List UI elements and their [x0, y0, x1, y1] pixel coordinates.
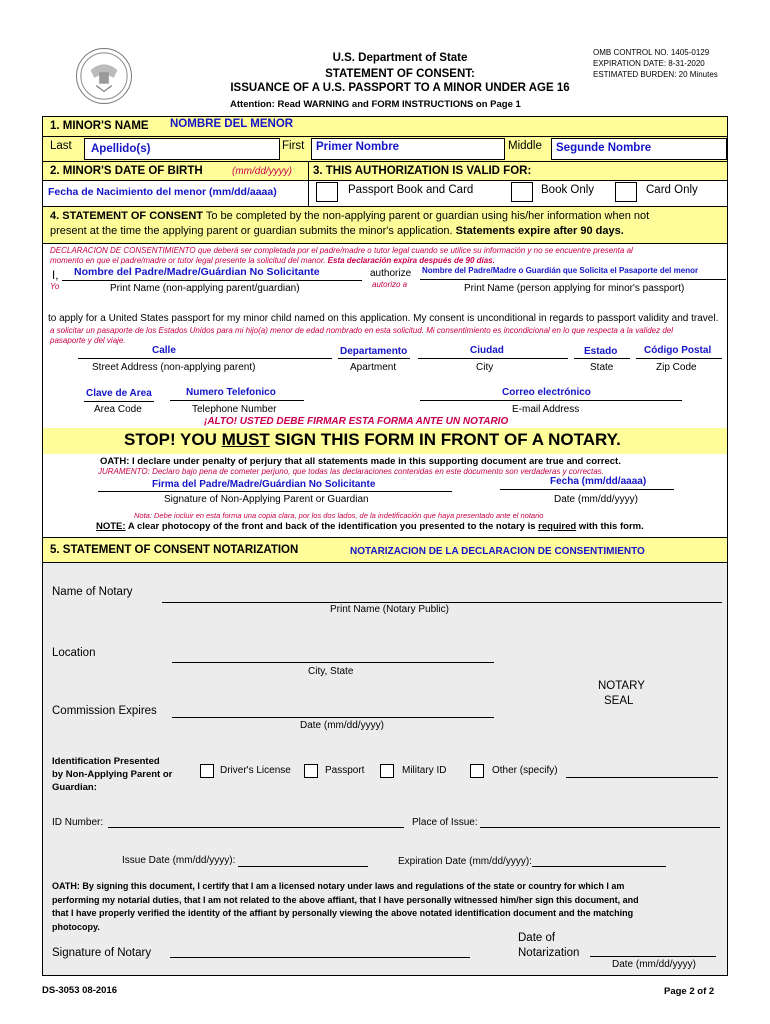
location-label: Location — [52, 647, 96, 659]
checkbox-passport[interactable] — [304, 764, 318, 778]
issue-date-field[interactable] — [238, 866, 368, 867]
s4-expire-note: Statements expire after 90 days. — [455, 225, 624, 237]
autorizo-label: autorizo a — [372, 280, 408, 289]
zip-label: Zip Code — [656, 362, 697, 373]
checkbox-other[interactable] — [470, 764, 484, 778]
authorize-label: authorize — [370, 268, 412, 279]
s4-es2a: momento en que el padre/madre or tutor legal presente la solicitud del manor. — [50, 256, 326, 265]
telephone-label: Telephone Number — [192, 404, 277, 415]
checkbox-military-id[interactable] — [380, 764, 394, 778]
note-label: NOTE: — [96, 521, 126, 532]
stop-must: MUST — [221, 430, 270, 449]
date-of-label: Date of — [518, 932, 556, 944]
commission-date-label: Date (mm/dd/yyyy) — [300, 720, 384, 731]
omb-control: OMB CONTROL NO. 1405-0129 — [593, 48, 710, 57]
signature-field[interactable]: Firma del Padre/Madre/Guárdian No Solicitante — [152, 479, 376, 490]
location-field[interactable] — [172, 662, 494, 663]
place-issue-label: Place of Issue: — [412, 817, 478, 828]
applying-name-field[interactable]: Nombre del Padre/Madre o Guardián que Solicita el Pasaporte del menor — [422, 266, 699, 275]
other-specify-field[interactable] — [566, 777, 718, 778]
opt-card-only-label: Card Only — [646, 184, 698, 196]
photocopy-note — [96, 521, 644, 532]
city-field[interactable]: Ciudad — [470, 345, 504, 356]
s1-title-es: NOMBRE DEL MENOR — [170, 118, 294, 130]
juramento-statement: JURAMENTO: Declaro bajo pena de cometer perjuno, que todas las declaraciones contenidas en este documento son verdaderas y correctas. — [98, 467, 604, 476]
exp-date-field[interactable] — [532, 866, 666, 867]
alto-warning: ¡ALTO! USTED DEBE FIRMAR ESTA FORMA ANTE UN NOTARIO — [204, 416, 509, 427]
dept-name: U.S. Department of State — [332, 52, 468, 64]
s3-title: 3. THIS AUTHORIZATION IS VALID FOR: — [313, 165, 532, 177]
middle-name-field[interactable] — [551, 138, 727, 160]
apartment-label: Apartment — [350, 362, 397, 373]
s4-intro — [50, 210, 649, 222]
checkbox-card-only[interactable] — [615, 182, 637, 202]
estimated-burden: ESTIMATED BURDEN: 20 Minutes — [593, 70, 718, 79]
s4-es2 — [50, 256, 495, 265]
s2-title: 2. MINOR'S DATE OF BIRTH — [50, 165, 203, 177]
city-label: City — [476, 362, 494, 373]
checkbox-book-only[interactable] — [511, 182, 533, 202]
last-name-value: Apellido(s) — [91, 143, 151, 155]
area-code-label: Area Code — [94, 404, 142, 415]
middle-label: Middle — [508, 140, 542, 152]
stop-text-b: SIGN THIS FORM IN FRONT OF A NOTARY. — [269, 430, 621, 449]
id-number-field[interactable] — [108, 827, 404, 828]
nota-note: Nota: Debe incluir en esta forma una copia clara, por los dos lados, de la indetificación que haya presentado ante el notario — [134, 511, 544, 520]
sign-date-label: Date (mm/dd/yyyy) — [554, 494, 638, 505]
commission-label: Commission Expires — [52, 705, 157, 717]
s5-title-es: NOTARIZACION DE LA DECLARACION DE CONSENTIMIENTO — [350, 546, 645, 557]
id-presented-label — [52, 755, 172, 794]
notary-oath-3: that I have properly verified the identity of the affiant by personally viewing the above notated identification document and the matching — [52, 908, 634, 918]
note-required: required — [538, 521, 577, 532]
email-field[interactable]: Correo electrónico — [502, 387, 591, 398]
id-label-3: Guardian: — [52, 782, 97, 793]
area-code-field[interactable]: Clave de Area — [86, 388, 152, 399]
notary-name-field[interactable] — [162, 602, 722, 603]
stop-text-a: STOP! YOU — [124, 430, 222, 449]
s4-title: 4. STATEMENT OF CONSENT — [50, 210, 203, 222]
note-text: A clear photocopy of the front and back of the identification you presented to the notary is — [125, 521, 539, 532]
email-label: E-mail Address — [512, 404, 580, 415]
notary-signature-label: Signature of Notary — [52, 947, 152, 959]
notarization-label: Notarization — [518, 947, 580, 959]
opt-book-card-label: Passport Book and Card — [348, 184, 474, 196]
apply-statement: to apply for a United States passport for my minor child named on this application. My consent is unconditional in regards to passport validity and travel. — [48, 313, 719, 324]
s4-es1: DECLARACION DE CONSENTIMIENTO que deberá ser completada por el padre/madre o tutor legal cuando se utilice su información y no se encuentre presenta al — [50, 246, 633, 255]
id-label-1: Identification Presented — [52, 756, 160, 767]
dob-format: (mm/dd/yyyy) — [232, 166, 292, 177]
other-label: Other (specify) — [492, 765, 558, 776]
state-department-seal — [76, 48, 132, 104]
telephone-field[interactable]: Numero Telefonico — [186, 387, 276, 398]
notary-oath-4: photocopy. — [52, 921, 100, 932]
i-label: I, — [52, 270, 59, 282]
commission-field[interactable] — [172, 717, 494, 718]
exp-date-label: Expiration Date (mm/dd/yyyy): — [398, 856, 532, 867]
first-label: First — [282, 140, 305, 152]
state-label: State — [590, 362, 614, 373]
notary-print-label: Print Name (Notary Public) — [330, 604, 449, 615]
s4-intro2 — [50, 225, 624, 237]
apartment-field[interactable]: Departamento — [340, 346, 408, 357]
apply-statement-es2: pasaporte y del viaje. — [50, 336, 126, 345]
last-name-field[interactable] — [84, 138, 280, 160]
id-number-label: ID Number: — [52, 817, 104, 828]
notary-seal-1: NOTARY — [598, 680, 645, 692]
zip-field[interactable]: Código Postal — [644, 345, 712, 356]
s4-text2: present at the time the applying parent or guardian submits the minor's application. — [50, 225, 453, 237]
issue-date-label: Issue Date (mm/dd/yyyy): — [122, 855, 236, 866]
opt-book-only-label: Book Only — [541, 184, 595, 196]
passport-label: Passport — [325, 765, 365, 776]
checkbox-book-and-card[interactable] — [316, 182, 338, 202]
notarization-date-format: Date (mm/dd/yyyy) — [612, 959, 696, 970]
ap-print-label: Print Name (person applying for minor's passport) — [464, 283, 685, 294]
street-field[interactable]: Calle — [152, 345, 176, 356]
form-number: DS-3053 08-2016 — [42, 985, 117, 996]
expiration-date: EXPIRATION DATE: 8-31-2020 — [593, 59, 705, 68]
s5-title: 5. STATEMENT OF CONSENT NOTARIZATION — [50, 544, 299, 556]
np-print-label: Print Name (non-applying parent/guardian) — [110, 283, 300, 294]
attention-note: Attention: Read WARNING and FORM INSTRUCTIONS on Page 1 — [230, 99, 521, 110]
notary-oath-1: OATH: By signing this document, I certify that I am a licensed notary under laws and regulations of the state or country for which I am — [52, 881, 625, 891]
first-name-value: Primer Nombre — [316, 141, 400, 153]
s4-text1: To be completed by the non-applying parent or guardian using his/her information when not — [205, 210, 650, 222]
signature-label: Signature of Non-Applying Parent or Guardian — [164, 494, 369, 505]
apply-statement-es1: a solicitar un pasaporte de los Estados Unidos para mi hijo(a) menor de edad nombrado en esta solicitud. Mi consentimiento es incondicional en lo que respecta a la validez del — [50, 326, 674, 335]
stop-warning — [124, 430, 621, 450]
oath-statement: OATH: I declare under penalty of perjury that all statements made in this supporting document are true and correct. — [100, 456, 621, 467]
street-label: Street Address (non-applying parent) — [92, 362, 256, 373]
non-applying-name-field[interactable]: Nombre del Padre/Madre/Guárdian No Solicitante — [74, 266, 320, 278]
note-text-end: with this form. — [576, 521, 644, 532]
notarization-date-field[interactable] — [590, 956, 716, 957]
city-state-label: City, State — [308, 666, 354, 677]
notary-name-label: Name of Notary — [52, 586, 133, 598]
id-label-2: by Non-Applying Parent or — [52, 769, 173, 780]
dob-field[interactable]: Fecha de Nacimiento del menor (mm/dd/aaaa) — [48, 186, 277, 198]
s1-title: 1. MINOR'S NAME — [50, 120, 149, 132]
state-field[interactable]: Estado — [584, 346, 618, 357]
middle-name-value: Segunde Nombre — [556, 142, 652, 154]
notary-oath-2: performing my notarial duties, that I am not related to the above affiant, that I have personally witnessed him/her sign this document, and — [52, 894, 639, 905]
last-label: Last — [50, 140, 72, 152]
place-issue-field[interactable] — [480, 827, 720, 828]
omb-info — [593, 47, 718, 80]
sign-date-field[interactable]: Fecha (mm/dd/aaaa) — [550, 476, 647, 487]
checkbox-drivers-license[interactable] — [200, 764, 214, 778]
first-name-field[interactable] — [311, 138, 505, 160]
military-id-label: Military ID — [402, 765, 447, 776]
notary-signature-field[interactable] — [170, 957, 470, 958]
s4-es2b: Esta declaración expira después de 90 días. — [327, 256, 495, 265]
notary-seal-2: SEAL — [604, 695, 634, 707]
form-subtitle: ISSUANCE OF A U.S. PASSPORT TO A MINOR UNDER AGE 16 — [230, 82, 570, 94]
yo-label: Yo — [50, 282, 60, 291]
drivers-license-label: Driver's License — [220, 765, 291, 776]
form-title: STATEMENT OF CONSENT: — [325, 68, 475, 80]
page-number: Page 2 of 2 — [664, 986, 715, 997]
notary-oath — [52, 880, 722, 934]
